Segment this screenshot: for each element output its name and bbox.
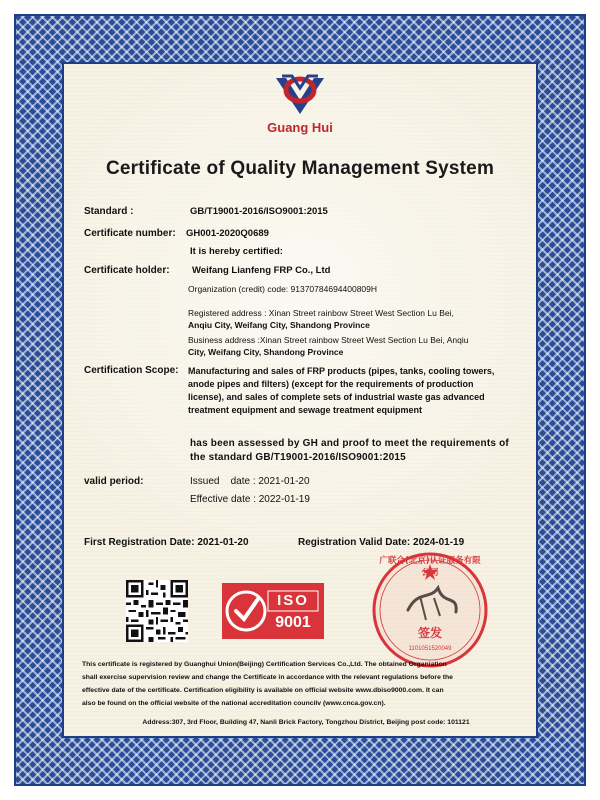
organization-code: Organization (credit) code: 91370784694400809H [188,284,378,294]
registered-address-line: Registered address : Xinan Street rainbow Street West Section Lu Bei, [188,308,454,318]
footer-line: This certificate is registered by Guanghui Union(Beijing) Certification Services Co.,Ltd. The obtained Organiation [82,661,447,668]
assessment-line: the standard GB/T19001-2016/ISO9001:2015 [190,452,406,463]
issued-date: Issued date : 2021-01-20 [190,476,310,487]
assessment-line: has been assessed by GH and proof to meet the requirements of [190,438,509,449]
certificate-number-label: Certificate number: [84,228,176,239]
registered-address [188,307,454,331]
valid-period-label: valid period: [84,476,144,487]
business-address-line: City, Weifang City, Shandong Province [188,347,344,357]
iso-9001-badge [222,583,324,639]
first-registration-date: First Registration Date: 2021-01-20 [84,537,249,548]
holder-value: Weifang Lianfeng FRP Co., Ltd [192,265,331,276]
iso-badge-bottom-text: 9001 [275,614,311,631]
footer-address: Address:307, 3rd Floor, Building 47, Nanli Brick Factory, Tongzhou District, Beijing post code: 101121 [142,719,470,726]
business-address-line: Business address :Xinan Street rainbow Street West Section Lu Bei, Anqiu [188,335,469,345]
scope-line: anode pipes and filters) (except for the requirements of production [188,379,474,389]
effective-date: Effective date : 2022-01-19 [190,494,310,505]
footer-line: shall exercise supervision review and change the Certificate in accordance with the relevant regulations before the [82,674,453,681]
certificate-title: Certificate of Quality Management System [105,158,495,179]
scope-label: Certification Scope: [84,365,179,376]
iso-badge-top-text: ISO [277,592,309,609]
scope-text [188,365,494,417]
scope-line: license), and sales of complete sets of industrial waste gas advanced [188,392,485,402]
assessment-statement [190,437,509,465]
footer-line: also be found on the official website of the national accreditation councilv (www.cnca.gov.cn). [82,700,386,707]
scope-line: treatment equipment and sewage treatment equipment [188,405,423,415]
guang-hui-logo-icon [268,70,332,120]
scope-line: Manufacturing and sales of FRP products (pipes, tanks, cooling towers, [188,366,495,376]
company-seal [368,550,492,670]
registered-address-line: Anqiu City, Weifang City, Shandong Province [188,320,370,330]
seal-center-text: 签发 [417,626,442,640]
qr-code-icon [126,580,188,642]
certified-statement: It is hereby certified: [190,246,283,257]
footer-notice [82,658,522,710]
holder-label: Certificate holder: [84,265,170,276]
certificate-number-value: GH001-2020Q0689 [186,228,269,239]
standard-value: GB/T19001-2016/ISO9001:2015 [190,206,328,217]
brand-name: Guang Hui [267,120,333,135]
seal-number: 1101051520049 [408,646,452,652]
registration-valid-date: Registration Valid Date: 2024-01-19 [298,537,465,548]
seal-ring-text: 广联合(北京)认证服务有限公司 [379,556,481,578]
business-address [188,334,469,358]
standard-label: Standard : [84,206,134,217]
footer-line: effective date of the certificate. Certification eligibility is available on official website www.dbiso9000.com. It can [82,687,444,694]
